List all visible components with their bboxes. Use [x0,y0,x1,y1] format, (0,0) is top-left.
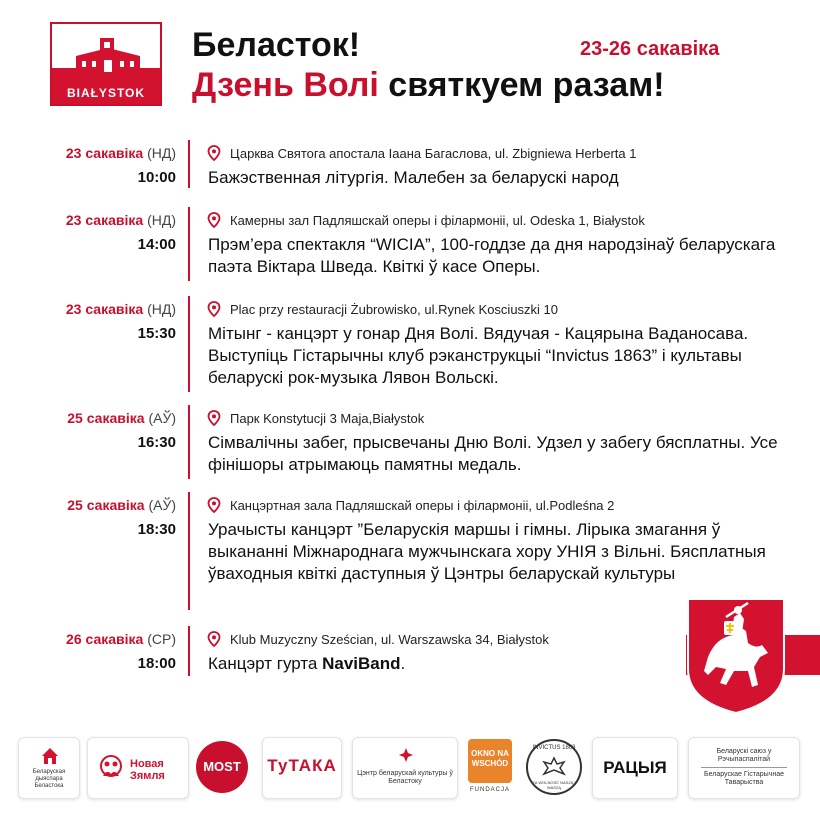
location-pin-icon [206,497,222,513]
flag-pahonia-icon [686,597,820,715]
partner-label: Беларускі саюз у Рэчыпаспалітай [716,748,772,763]
partner-invictus [522,737,586,799]
event-divider [188,296,190,392]
location-pin-icon [206,410,222,426]
event-date: 23 сакавіка (НД) [65,145,176,161]
bialystok-logo [50,22,162,106]
event-date: 25 сакавіка (АЎ) [67,410,176,426]
partner-label: ZA WOLNOŚĆ NASZĄ I WASZĄ [532,780,576,790]
partner-label: Цэнтр беларускай культуры ў Беластоку [357,770,453,785]
partner-diaspora [18,737,80,799]
partner-label: MOST [203,759,241,774]
event-place: Парк Konstytucji 3 Maja,Białystok [206,410,424,426]
partner-label: FUNDACJA [469,787,510,793]
partner-okno [466,737,514,799]
date-range: 23-26 сакавіка [580,38,720,60]
house-icon [40,746,60,766]
event-description: Мітынг - канцэрт у гонар Дня Волі. Вядучая - Кацярына Ваданосава. Выступіць Гістарычны клуб рэканструкцыі “Invictus 1863” і культавы беларускі рок-музыка Лявон Вольскі. [208,324,749,387]
location-pin-icon [206,212,222,228]
partner-novaya-zyamlya [87,737,189,799]
town-hall-icon [70,30,146,84]
partner-tutaka [262,737,342,799]
event-time: 18:30 [137,521,176,538]
partner-label: Беларускае Гістарычнае Таварыства [703,771,784,786]
eagle-icon [542,756,566,778]
partner-union [688,737,800,799]
event-place: Канцэртная зала Падляшскай оперы і філармоніі, ul.Podleśna 2 [206,497,614,513]
location-pin-icon [206,631,222,647]
location-pin-icon [206,145,222,161]
logo-text: BIAŁYSTOK [66,86,146,100]
partner-label: Беларуская дыяспара Беластока [32,769,66,789]
event-divider [188,492,190,610]
event-divider [188,405,190,479]
partner-label: РАЦЫЯ [603,758,667,777]
event-place: Plac przy restauracji Żubrowisko, ul.Rynek Kosciuszki 10 [206,301,558,317]
partner-label: ТуТАКА [267,756,337,775]
page-title: Беласток! [192,26,361,64]
page-subtitle [192,66,665,105]
event-divider [188,207,190,281]
event-date: 25 сакавіка (АЎ) [67,497,176,513]
event-description: Урачысты канцэрт ”Беларускія маршы і гімны. Лірыка змагання ў выкананні Міжнароднага мужчынскага хору УНІЯ з Вільні. Бясплатныя ўваходныя квіткі даступныя ў Цэнтры беларускай культуры [208,520,766,583]
event-time: 16:30 [137,434,176,451]
event-date: 26 сакавіка (СР) [66,631,176,647]
ornament-icon [399,748,413,762]
event-date: 23 сакавіка (НД) [65,301,176,317]
event-description: Бажэственная літургія. Малебен за беларускі народ [208,168,619,187]
event-date: 23 сакавіка (НД) [65,212,176,228]
partner-label: WSCHÓD [471,759,509,768]
event-place: Klub Muzyczny Sześcian, ul. Warszawska 34, Białystok [206,631,549,647]
partner-label: Новая Зямля [130,758,165,782]
people-icon [96,754,126,784]
event-time: 15:30 [137,325,176,342]
event-time: 18:00 [137,655,176,672]
partner-racyya [592,737,678,799]
event-divider [188,140,190,188]
subtitle-rest: святкуем разам! [378,66,665,104]
partner-most [196,737,248,799]
location-pin-icon [206,301,222,317]
partner-label: INVICTUS 1863 [532,745,576,751]
partner-centre [352,737,458,799]
event-place: Камерны зал Падляшскай оперы і філармоніі, ul. Odeska 1, Białystok [206,212,645,228]
event-description: Прэм’ера спектакля “WICIA”, 100-годдзе да дня народзінаў беларускага паэта Віктара Шведа. Квіткі ў касе Оперы. [208,235,776,276]
subtitle-highlight: Дзень Волі [192,66,379,104]
event-time: 14:00 [137,236,176,253]
partner-label: OKNO NA [471,749,509,758]
event-description: Сімвалічны забег, прысвечаны Дню Волі. Удзел у забегу бясплатны. Усе фінішоры атрымаюць памятны медаль. [208,433,778,474]
event-divider [188,626,190,676]
event-time: 10:00 [137,169,176,186]
event-description: Канцэрт гурта NaviBand. [208,654,406,673]
event-place: Царква Святога апостала Іаана Багаслова, ul. Zbigniewa Herberta 1 [206,145,637,161]
